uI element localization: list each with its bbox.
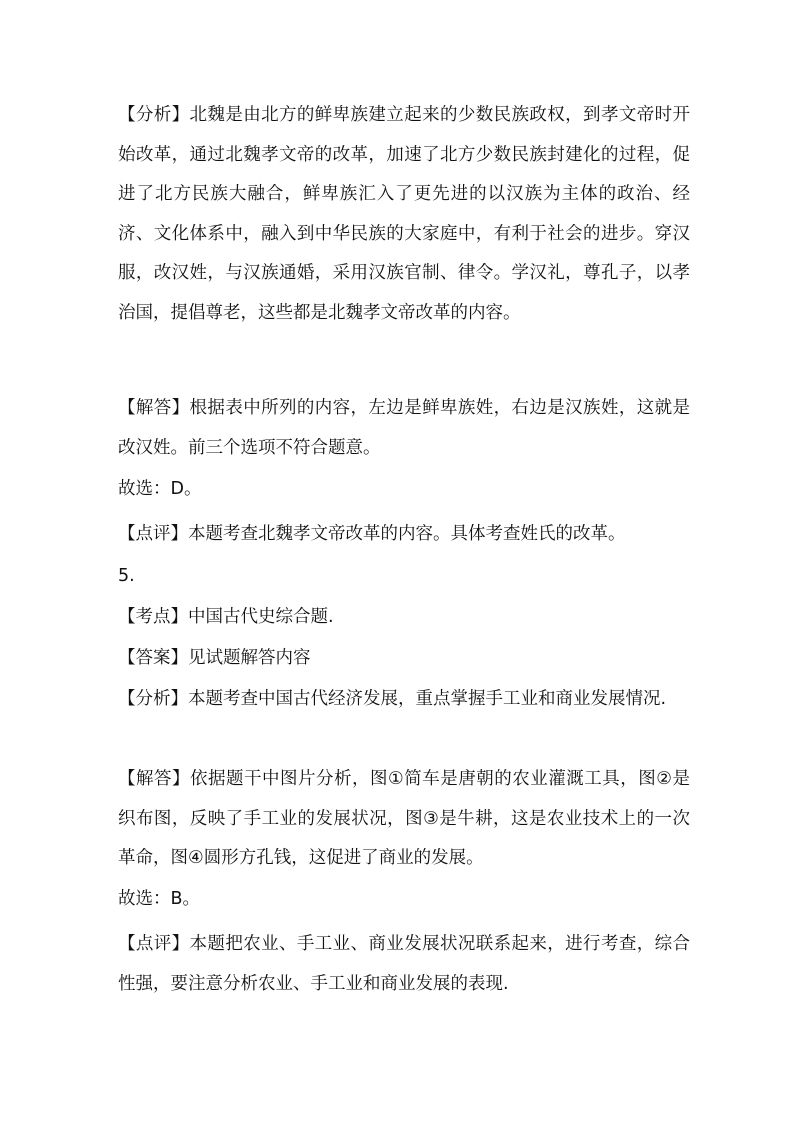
analysis-paragraph-q4: 【分析】北魏是由北方的鲜卑族建立起来的少数民族政权，到孝文帝时开始改革，通过北魏孝文帝的改革，加速了北方少数民族封建化的过程，促进了北方民族大融合，鲜卑族汇入了更先进的以汉族为主体的政治、经济、文化体系中，融入到中华民族的大家庭中，有利于社会的进步。穿汉服，改汉姓，与汉族通婚，采用汉族官制、律令。学汉礼，尊孔子，以孝治国，提倡尊老，这些都是北魏孝文帝改革的内容。 [118, 105, 690, 323]
comment-paragraph-q5: 【点评】本题把农业、手工业、商业发展状况联系起来，进行考查，综合性强，要注意分析农业、手工业和商业发展的表现. [118, 934, 690, 994]
topic-line-q5: 【考点】中国古代史综合题. [118, 607, 334, 627]
question-number: 5. [118, 566, 135, 586]
analysis-paragraph-q5: 【分析】本题考查中国古代经济发展，重点掌握手工业和商业发展情况. [118, 689, 667, 709]
answer-paragraph-q5: 【解答】依据题干中图片分析，图①简车是唐朝的农业灌溉工具，图②是织布图，反映了手工业的发展状况，图③是牛耕，这是农业技术上的一次革命，图④圆形方孔钱，这促进了商业的发展。 [118, 769, 690, 868]
choice-line-q5: 故选：B。 [118, 889, 201, 909]
answer-paragraph-q4: 【解答】根据表中所列的内容，左边是鲜卑族姓，右边是汉族姓，这就是改汉姓。前三个选项不符合题意。 [118, 398, 690, 458]
comment-paragraph-q4: 【点评】本题考查北魏孝文帝改革的内容。具体考查姓氏的改革。 [118, 524, 626, 544]
choice-line-q4: 故选：D。 [118, 479, 202, 499]
answer-key-line-q5: 【答案】见试题解答内容 [118, 648, 311, 668]
